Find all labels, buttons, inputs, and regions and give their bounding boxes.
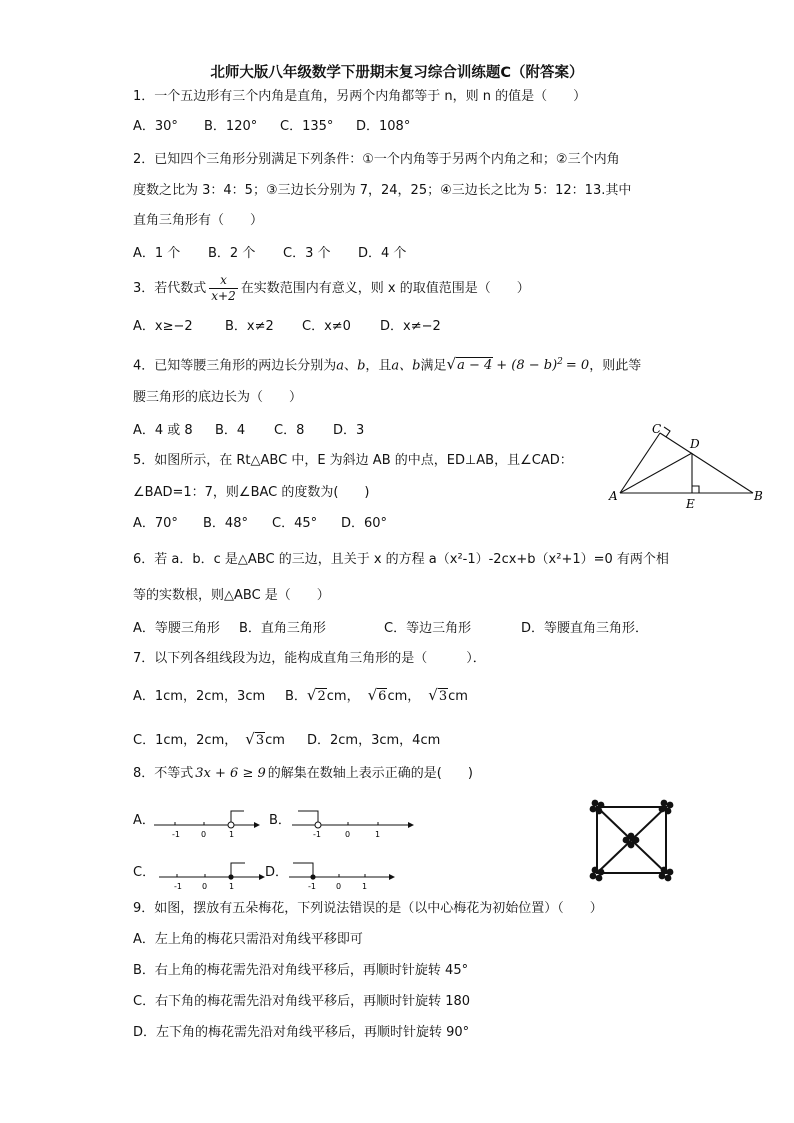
segment-ad bbox=[620, 453, 692, 493]
q1-option-c: C．135° bbox=[280, 119, 334, 134]
triangle-figure bbox=[608, 420, 768, 512]
q5-option-d: D．60° bbox=[341, 516, 388, 531]
q3-fraction-denominator: x+2 bbox=[211, 289, 236, 303]
tick-label: 1 bbox=[229, 830, 235, 839]
open-circle bbox=[228, 822, 234, 828]
q4-line-1 bbox=[133, 353, 641, 375]
unit: cm bbox=[387, 689, 408, 704]
q8-stem bbox=[133, 765, 473, 783]
q4-vars-ab: a、b bbox=[391, 358, 421, 374]
tick-label: 0 bbox=[202, 882, 208, 891]
tick-label: 0 bbox=[336, 882, 342, 891]
comma: ， bbox=[346, 689, 360, 704]
q4-sqrt-body: a − 4 bbox=[457, 358, 493, 374]
tick-label: -1 bbox=[308, 882, 316, 891]
q8-option-d-label: D． bbox=[265, 865, 289, 880]
sqrt-6: √6 bbox=[367, 686, 387, 704]
q6-line-1: 6．若 a．b．c 是△ABC 的三边，且关于 x 的方程 a（x²-1）-2cx+b（x²+1）=0 有两个相 bbox=[133, 552, 669, 567]
sqrt-3-body: 3 bbox=[255, 733, 265, 748]
q2-line-1: 2．已知四个三角形分别满足下列条件：①一个内角等于另两个内角之和；②三个内角 bbox=[133, 152, 620, 167]
q6-line-2: 等的实数根，则△ABC 是（ ） bbox=[133, 588, 330, 603]
q8-prefix: 8．不等式 bbox=[133, 766, 194, 781]
q9-stem: 9．如图，摆放有五朵梅花，下列说法错误的是（以中心梅花为初始位置）（ ） bbox=[133, 901, 603, 916]
q8-option-a-label: A． bbox=[133, 813, 155, 828]
q8-option-c-label: C． bbox=[133, 865, 156, 880]
closed-circle bbox=[310, 874, 315, 879]
unit: cm bbox=[448, 689, 468, 704]
q8-option-b-label: B． bbox=[269, 813, 291, 828]
unit: cm bbox=[326, 689, 347, 704]
number-line-d bbox=[285, 857, 397, 893]
segment-ac bbox=[620, 433, 660, 493]
q4-mid: ，且 bbox=[365, 358, 392, 374]
page-title: 北师大版八年级数学下册期末复习综合训练题C（附答案） bbox=[210, 65, 584, 81]
closed-circle bbox=[228, 874, 233, 879]
q2-option-c: C．3 个 bbox=[283, 246, 331, 261]
q5-line-2: ∠BAD=1：7，则∠BAC 的度数为( ) bbox=[133, 485, 370, 500]
q3-option-c: C．x≠0 bbox=[302, 319, 351, 334]
q4-line-2: 腰三角形的底边长为（ ） bbox=[133, 390, 303, 405]
sqrt-3: √3 bbox=[428, 686, 448, 704]
q5-option-a: A．70° bbox=[133, 516, 178, 531]
q2-option-d: D．4 个 bbox=[358, 246, 407, 261]
q3-fraction bbox=[209, 273, 237, 304]
sqrt-3-body: 3 bbox=[438, 689, 448, 704]
q6-option-d: D．等腰直角三角形． bbox=[521, 621, 649, 636]
q1-option-b: B．120° bbox=[204, 119, 258, 134]
q5-option-b: B．48° bbox=[203, 516, 248, 531]
sqrt-2: √2 bbox=[306, 686, 326, 704]
q3-option-a: A．x≥−2 bbox=[133, 319, 193, 334]
q7-option-d: D．2cm，3cm，4cm bbox=[307, 733, 441, 748]
q7-option-b bbox=[285, 686, 468, 706]
q4-exponent: 2 bbox=[557, 357, 563, 367]
open-circle bbox=[315, 822, 321, 828]
q8-suffix: 的解集在数轴上表示正确的是( ) bbox=[267, 766, 473, 781]
q4-suffix: ，则此等 bbox=[589, 358, 642, 374]
q1-option-d: D．108° bbox=[356, 119, 411, 134]
unit: cm bbox=[265, 733, 285, 748]
plum-blossom-figure bbox=[585, 795, 680, 885]
q4-var-a: a bbox=[336, 358, 345, 374]
tick-label: 0 bbox=[345, 830, 351, 839]
q8-inequality: 3x + 6 ≥ 9 bbox=[195, 766, 266, 781]
right-angle-mark-c bbox=[664, 427, 670, 437]
q1-option-a: A．30° bbox=[133, 119, 178, 134]
q7-option-a: A．1cm，2cm，3cm bbox=[133, 689, 266, 704]
q3-suffix: 在实数范围内有意义，则 x 的取值范围是（ ） bbox=[240, 281, 530, 296]
q7-option-b-label: B． bbox=[285, 689, 307, 704]
q4-sqrt: √a − 4 bbox=[446, 355, 493, 374]
tick-label: -1 bbox=[174, 882, 182, 891]
q3-option-b: B．x≠2 bbox=[225, 319, 274, 334]
q2-line-3: 直角三角形有（ ） bbox=[133, 213, 264, 228]
q3-fraction-numerator: x bbox=[209, 273, 237, 289]
q4-sep: 、 bbox=[344, 358, 358, 374]
q9-option-a: A．左上角的梅花只需沿对角线平移即可 bbox=[133, 932, 363, 947]
label-e: E bbox=[686, 497, 695, 511]
right-angle-mark-e bbox=[692, 486, 699, 493]
q5-option-c: C．45° bbox=[272, 516, 318, 531]
q6-option-c: C．等边三角形 bbox=[384, 621, 472, 636]
tick-label: 1 bbox=[375, 830, 381, 839]
tick-label: 0 bbox=[201, 830, 207, 839]
q4-cond: 满足 bbox=[420, 358, 447, 374]
q2-option-b: B．2 个 bbox=[208, 246, 256, 261]
sqrt-6-body: 6 bbox=[378, 689, 387, 704]
tick-label: 1 bbox=[362, 882, 368, 891]
q9-option-b: B．右上角的梅花需先沿对角线平移后，再顺时针旋转 45° bbox=[133, 963, 469, 978]
q4-expr: + (8 − b) bbox=[496, 358, 558, 374]
label-a: A bbox=[609, 489, 618, 503]
q4-option-d: D．3 bbox=[333, 423, 365, 438]
tick-label: 1 bbox=[229, 882, 235, 891]
sqrt-2-body: 2 bbox=[317, 689, 326, 704]
q6-option-a: A．等腰三角形 bbox=[133, 621, 220, 636]
q7-option-c bbox=[133, 730, 285, 750]
number-line-c bbox=[155, 857, 267, 893]
q1-stem: 1．一个五边形有三个内角是直角，另两个内角都等于 n，则 n 的值是（ ） bbox=[133, 89, 587, 104]
q3-prefix: 3．若代数式 bbox=[133, 281, 207, 296]
label-b: B bbox=[754, 489, 763, 503]
label-c: C bbox=[652, 422, 662, 436]
comma: ， bbox=[407, 689, 421, 704]
q4-prefix: 4．已知等腰三角形的两边长分别为 bbox=[133, 358, 337, 374]
q9-option-c: C．右下角的梅花需先沿对角线平移后，再顺时针旋转 180 bbox=[133, 994, 471, 1009]
tick-label: -1 bbox=[172, 830, 180, 839]
q4-option-c: C．8 bbox=[274, 423, 305, 438]
q2-line-2: 度数之比为 3：4：5；③三边长分别为 7，24，25；④三边长之比为 5：12：13.其中 bbox=[133, 183, 632, 198]
q4-option-a: A．4 或 8 bbox=[133, 423, 193, 438]
q2-option-a: A．1 个 bbox=[133, 246, 181, 261]
q7-option-c-label: C．1cm，2cm， bbox=[133, 733, 238, 748]
q7-stem: 7．以下列各组线段为边，能构成直角三角形的是（ ）． bbox=[133, 651, 486, 666]
q9-option-d: D．左下角的梅花需先沿对角线平移后，再顺时针旋转 90° bbox=[133, 1025, 470, 1040]
q3-option-d: D．x≠−2 bbox=[380, 319, 441, 334]
tick-label: -1 bbox=[313, 830, 321, 839]
sqrt-3: √3 bbox=[245, 730, 265, 748]
q3-stem bbox=[133, 272, 530, 306]
q5-line-1: 5．如图所示，在 Rt△ABC 中，E 为斜边 AB 的中点，ED⊥AB，且∠CAD： bbox=[133, 453, 573, 468]
q4-var-b: b bbox=[357, 358, 366, 374]
number-line-b bbox=[288, 805, 418, 841]
q4-equals: = 0 bbox=[565, 358, 590, 374]
q4-option-b: B．4 bbox=[215, 423, 246, 438]
label-d: D bbox=[690, 437, 700, 451]
q6-option-b: B．直角三角形 bbox=[239, 621, 326, 636]
number-line-a bbox=[150, 805, 262, 841]
